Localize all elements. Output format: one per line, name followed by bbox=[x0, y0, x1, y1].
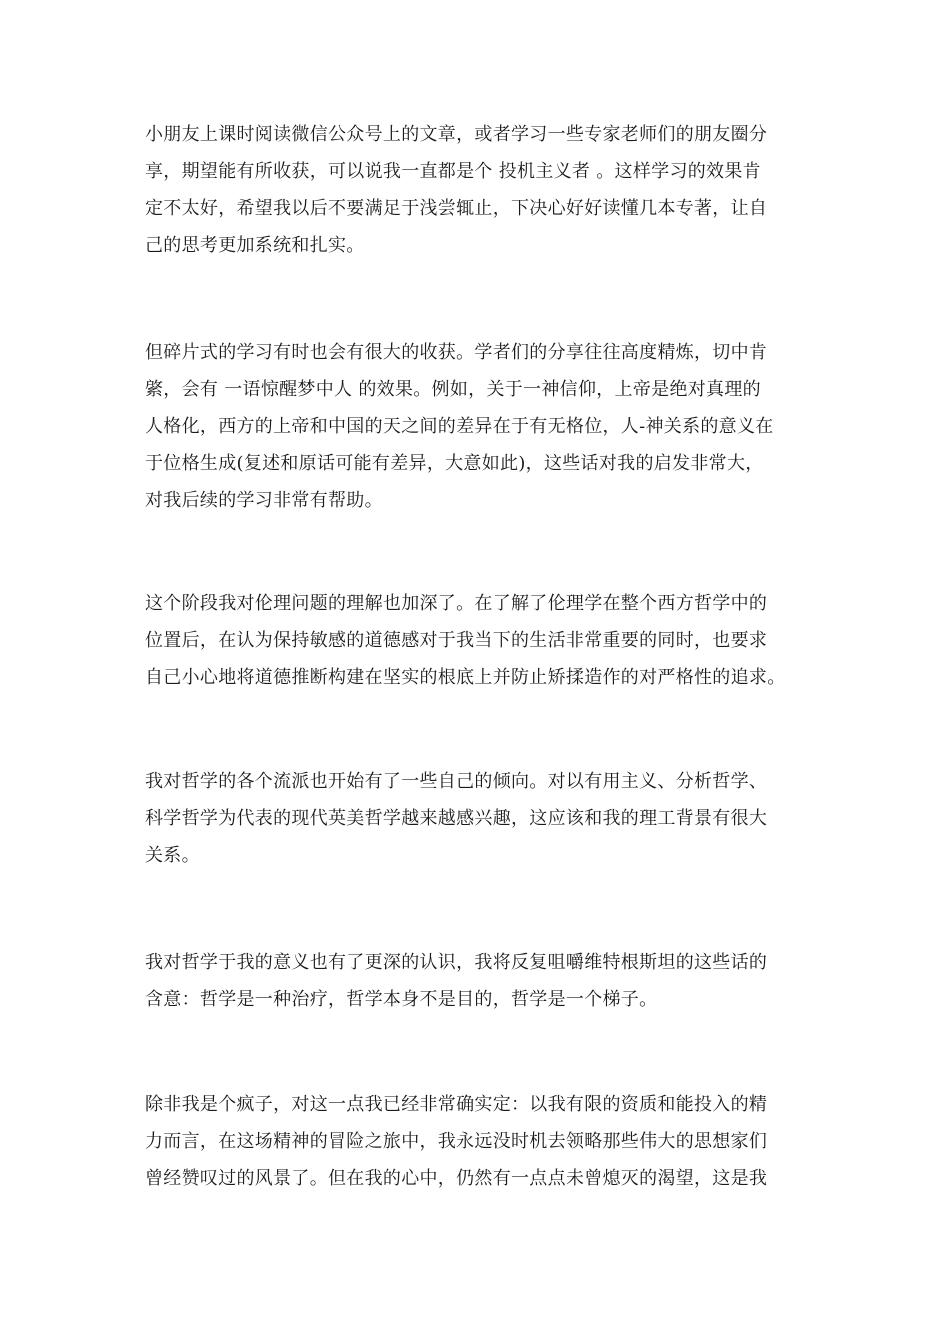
text-line: 曾经赞叹过的风景了。但在我的心中，仍然有一点点未曾熄灭的渴望，这是我 bbox=[145, 1168, 768, 1189]
text-line: 这个阶段我对伦理问题的理解也加深了。在了解了伦理学在整个西方哲学中的 bbox=[145, 593, 768, 614]
text-line: 于位格生成(复述和原话可能有差异，大意如此)，这些话对我的启发非常大， bbox=[145, 453, 764, 474]
text-line: 位置后，在认为保持敏感的道德感对于我当下的生活非常重要的同时，也要求 bbox=[145, 630, 768, 651]
text-line: 我对哲学的各个流派也开始有了一些自己的倾向。对以有用主义、分析哲学、 bbox=[145, 771, 768, 792]
text-line: 定不太好，希望我以后不要满足于浅尝辄止，下决心好好读懂几本专著，让自 bbox=[145, 198, 768, 219]
text-line: 力而言，在这场精神的冒险之旅中，我永远没时机去领略那些伟大的思想家们 bbox=[145, 1131, 768, 1152]
text-line: 对我后续的学习非常有帮助。 bbox=[145, 490, 383, 511]
text-line: 关系。 bbox=[145, 845, 200, 866]
text-line: 自己小心地将道德推断构建在坚实的根底上并防止矫揉造作的对严格性的追求。 bbox=[145, 667, 786, 688]
text-line: 己的思考更加系统和扎实。 bbox=[145, 235, 365, 256]
text-line: 綮，会有 一语惊醒梦中人 的效果。例如，关于一神信仰，上帝是绝对真理的 bbox=[145, 379, 761, 400]
text-line: 小朋友上课时阅读微信公众号上的文章，或者学习一些专家老师们的朋友圈分 bbox=[145, 124, 768, 145]
text-line: 科学哲学为代表的现代英美哲学越来越感兴趣，这应该和我的理工背景有很大 bbox=[145, 808, 768, 829]
text-line: 人格化，西方的上帝和中国的天之间的差异在于有无格位，人-神关系的意义在 bbox=[145, 416, 774, 437]
text-line: 含意：哲学是一种治疗，哲学本身不是目的，哲学是一个梯子。 bbox=[145, 989, 658, 1010]
text-line: 但碎片式的学习有时也会有很大的收获。学者们的分享往往高度精炼，切中肯 bbox=[145, 342, 768, 363]
text-line: 我对哲学于我的意义也有了更深的认识，我将反复咀嚼维特根斯坦的这些话的 bbox=[145, 952, 768, 973]
text-line: 享，期望能有所收获，可以说我一直都是个 投机主义者 。这样学习的效果肯 bbox=[145, 161, 761, 182]
text-line: 除非我是个疯子，对这一点我已经非常确实定：以我有限的资质和能投入的精 bbox=[145, 1094, 768, 1115]
